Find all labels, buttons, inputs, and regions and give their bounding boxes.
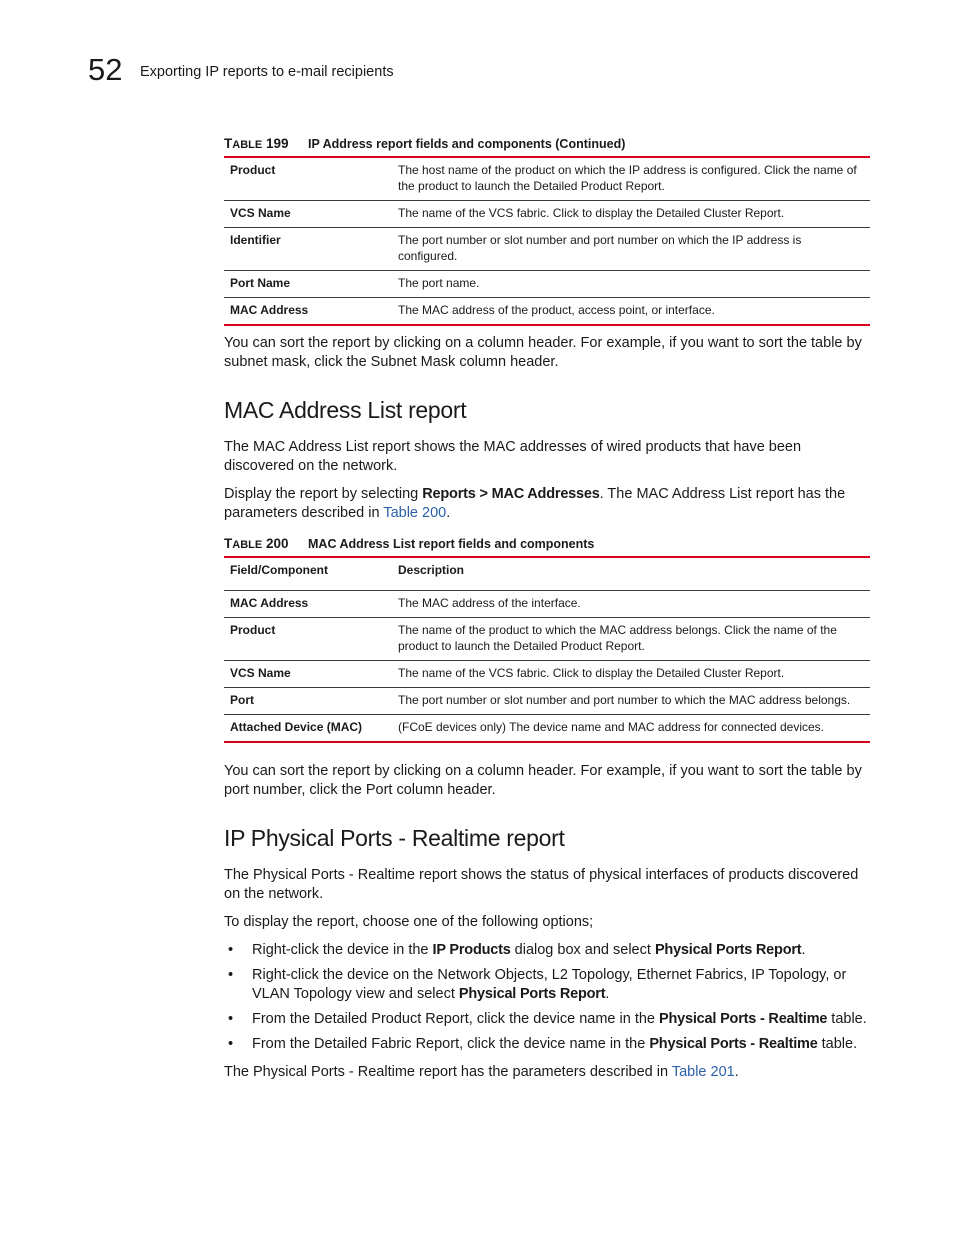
phys-section-heading: IP Physical Ports - Realtime report	[224, 825, 565, 851]
table-number: TABLE 200	[224, 536, 289, 551]
table-caption	[224, 536, 870, 551]
field-cell: Port	[224, 688, 392, 715]
mac-intro: The MAC Address List report shows the MAC addresses of wired products that have been discovered on the network.	[224, 439, 802, 474]
table-caption-text: IP Address report fields and components (Continued)	[308, 137, 626, 151]
table-number: TABLE 199	[224, 136, 289, 151]
table-row	[224, 157, 870, 201]
mac-section-heading: MAC Address List report	[224, 397, 467, 423]
table-row	[224, 618, 870, 661]
table-row	[224, 688, 870, 715]
table-row	[224, 715, 870, 743]
field-cell: MAC Address	[224, 591, 392, 618]
bullet-icon: •	[228, 967, 234, 983]
list-item: • Right-click the device on the Network Objects, L2 Topology, Ethernet Fabrics, IP Topology, or VLAN Topology view and select Physical Ports Report.	[228, 967, 847, 1002]
desc-cell: The host name of the product on which the IP address is configured. Click the name of the product to launch the Detailed Product Report.	[392, 157, 870, 201]
table-200-link[interactable]: Table 200	[383, 505, 447, 521]
field-cell: MAC Address	[230, 303, 309, 317]
sort-note-1: You can sort the report by clicking on a column header. For example, if you want to sort the table by subnet mask, click the Subnet Mask column header.	[224, 335, 862, 370]
sort-note-2: You can sort the report by clicking on a column header. For example, if you want to sort the table by port number, click the Port column header.	[224, 763, 862, 798]
header-cell: Field/Component	[224, 557, 392, 591]
table-caption-text: MAC Address List report fields and components	[308, 537, 595, 551]
list-item: • From the Detailed Product Report, click the device name in the Physical Ports - Realtime table.	[228, 1011, 867, 1027]
desc-cell: The name of the product to which the MAC address belongs. Click the name of the product to launch the Detailed Product Report.	[392, 618, 870, 661]
bullet-icon: •	[228, 1011, 234, 1027]
table-row	[224, 661, 870, 688]
table-row	[224, 271, 870, 298]
table-row	[224, 201, 870, 228]
options-lead: To display the report, choose one of the following options;	[224, 914, 594, 930]
field-cell: Product	[224, 157, 392, 201]
table-199-block	[224, 136, 870, 326]
table-row	[224, 298, 870, 326]
table-200-block	[224, 536, 870, 743]
header-cell: Description	[392, 557, 870, 591]
bullet-icon: •	[228, 1036, 234, 1052]
field-cell: Port Name	[224, 271, 392, 298]
desc-cell: The port number or slot number and port number to which the MAC address belongs.	[392, 688, 870, 715]
chapter-number: 52	[88, 52, 123, 87]
bullet-icon: •	[228, 942, 234, 958]
list-item: • Right-click the device in the IP Products dialog box and select Physical Ports Report.	[228, 942, 806, 958]
field-cell: Product	[224, 618, 392, 661]
table-201-link[interactable]: Table 201	[671, 1064, 735, 1080]
field-cell: VCS Name	[224, 661, 392, 688]
desc-cell: The name of the VCS fabric. Click to display the Detailed Cluster Report.	[392, 661, 870, 688]
desc-cell: The name of the VCS fabric. Click to display the Detailed Cluster Report.	[392, 201, 870, 228]
chapter-title: Exporting IP reports to e-mail recipients	[140, 64, 394, 80]
phys-params-paragraph: The Physical Ports - Realtime report has the parameters described in Table 201.	[224, 1064, 739, 1080]
phys-intro: The Physical Ports - Realtime report shows the status of physical interfaces of products discovered on the network.	[224, 867, 859, 902]
table-200	[224, 556, 870, 743]
field-cell: VCS Name	[224, 201, 392, 228]
desc-cell: The port number or slot number and port number on which the IP address is configured.	[392, 228, 870, 271]
desc-cell: The MAC address of the product, access point, or interface.	[398, 303, 715, 317]
desc-cell: The port name.	[392, 271, 870, 298]
desc-cell: The MAC address of the interface.	[392, 591, 870, 618]
table-199	[224, 156, 870, 326]
table-row	[224, 228, 870, 271]
list-item: • From the Detailed Fabric Report, click the device name in the Physical Ports - Realtime table.	[228, 1036, 858, 1052]
field-cell: Attached Device (MAC)	[230, 720, 363, 734]
desc-cell: (FCoE devices only) The device name and MAC address for connected devices.	[398, 720, 824, 734]
options-list	[224, 941, 870, 1054]
field-cell: Identifier	[224, 228, 392, 271]
mac-display-paragraph: Display the report by selecting Reports > MAC Addresses. The MAC Address List report has the parameters described in Table 200.	[224, 486, 846, 521]
table-caption	[224, 136, 870, 151]
table-header-row	[224, 557, 870, 591]
table-row	[224, 591, 870, 618]
menu-path: Reports > MAC Addresses	[422, 486, 600, 502]
